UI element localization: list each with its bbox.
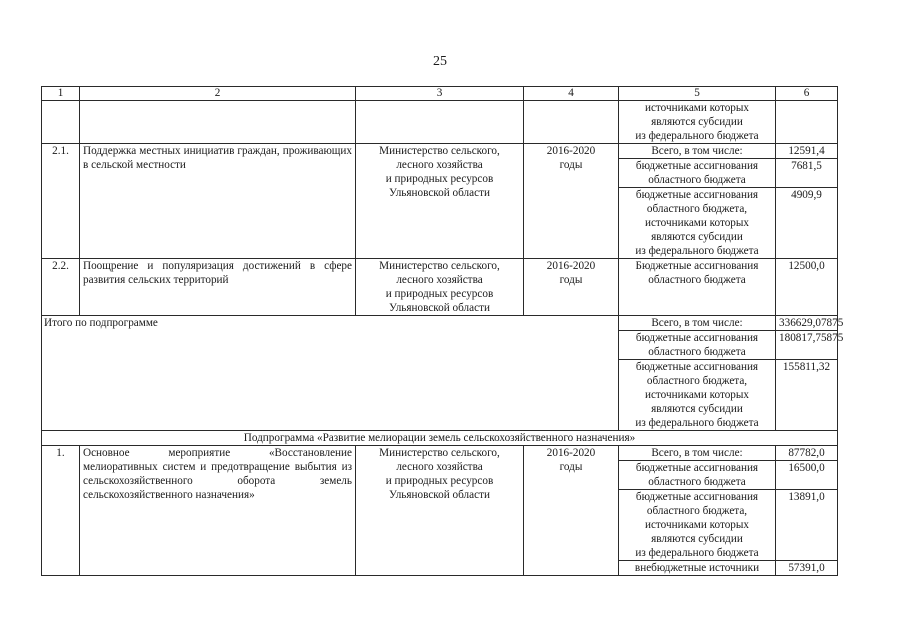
col-header-5: 5 xyxy=(619,87,776,101)
source-total: Всего, в том числе: xyxy=(619,144,776,159)
col-header-1: 1 xyxy=(42,87,80,101)
total-row xyxy=(42,316,838,331)
amount: 155811,32 xyxy=(776,360,838,431)
subprogram-row xyxy=(42,431,838,446)
source-federal: бюджетные ассигнования областного бюджета, источниками которых являются субсидии из федерального бюджета xyxy=(619,188,776,259)
amount: 87782,0 xyxy=(776,446,838,461)
row-number: 2.2. xyxy=(42,259,80,316)
source-regional: бюджетные ассигнования областного бюджета xyxy=(619,461,776,490)
col-header-6: 6 xyxy=(776,87,838,101)
source-regional: бюджетные ассигнования областного бюджета xyxy=(619,159,776,188)
subprogram-title: Подпрограмма «Развитие мелиорации земель сельскохозяйственного назначения» xyxy=(42,431,838,446)
activity-name: Основное мероприятие «Восстановление мелиоративных систем и предотвращение выбытия из сельскохозяйственного оборота земель сельскохозяйственного назначения» xyxy=(80,446,356,576)
amount: 7681,5 xyxy=(776,159,838,188)
budget-table xyxy=(41,86,844,576)
amount: 4909,9 xyxy=(776,188,838,259)
source-federal: бюджетные ассигнования областного бюджета, источниками которых являются субсидии из федерального бюджета xyxy=(619,490,776,561)
amount: 57391,0 xyxy=(776,561,838,576)
row-number: 1. xyxy=(42,446,80,576)
amount: 12500,0 xyxy=(776,259,838,316)
period: 2016-2020 годы xyxy=(524,259,619,316)
period: 2016-2020 годы xyxy=(524,446,619,576)
source-regional: Бюджетные ассигнования областного бюджета xyxy=(619,259,776,316)
source-federal: бюджетные ассигнования областного бюджета, источниками которых являются субсидии из федерального бюджета xyxy=(619,360,776,431)
continuation-row xyxy=(42,101,838,144)
col-header-4: 4 xyxy=(524,87,619,101)
activity-name: Поощрение и популяризация достижений в сфере развития сельских территорий xyxy=(80,259,356,316)
page-number: 25 xyxy=(433,54,447,69)
table-row xyxy=(42,144,838,159)
responsible-ministry: Министерство сельского, лесного хозяйства и природных ресурсов Ульяновской области xyxy=(356,259,524,316)
total-label: Итого по подпрограмме xyxy=(42,316,619,431)
table-row xyxy=(42,259,838,316)
amount: 336629,07875 xyxy=(776,316,838,331)
amount: 12591,4 xyxy=(776,144,838,159)
period: 2016-2020 годы xyxy=(524,144,619,259)
source-extrabudgetary: внебюджетные источники xyxy=(619,561,776,576)
activity-name: Поддержка местных инициатив граждан, проживающих в сельской местности xyxy=(80,144,356,259)
source-description: источниками которых являются субсидии из федерального бюджета xyxy=(619,101,776,144)
responsible-ministry: Министерство сельского, лесного хозяйства и природных ресурсов Ульяновской области xyxy=(356,144,524,259)
source-regional: бюджетные ассигнования областного бюджета xyxy=(619,331,776,360)
responsible-ministry: Министерство сельского, лесного хозяйства и природных ресурсов Ульяновской области xyxy=(356,446,524,576)
amount: 180817,75875 xyxy=(776,331,838,360)
source-total: Всего, в том числе: xyxy=(619,316,776,331)
amount: 16500,0 xyxy=(776,461,838,490)
col-header-2: 2 xyxy=(80,87,356,101)
table-row xyxy=(42,446,838,461)
row-number: 2.1. xyxy=(42,144,80,259)
amount: 13891,0 xyxy=(776,490,838,561)
column-header-row xyxy=(42,87,838,101)
source-total: Всего, в том числе: xyxy=(619,446,776,461)
col-header-3: 3 xyxy=(356,87,524,101)
